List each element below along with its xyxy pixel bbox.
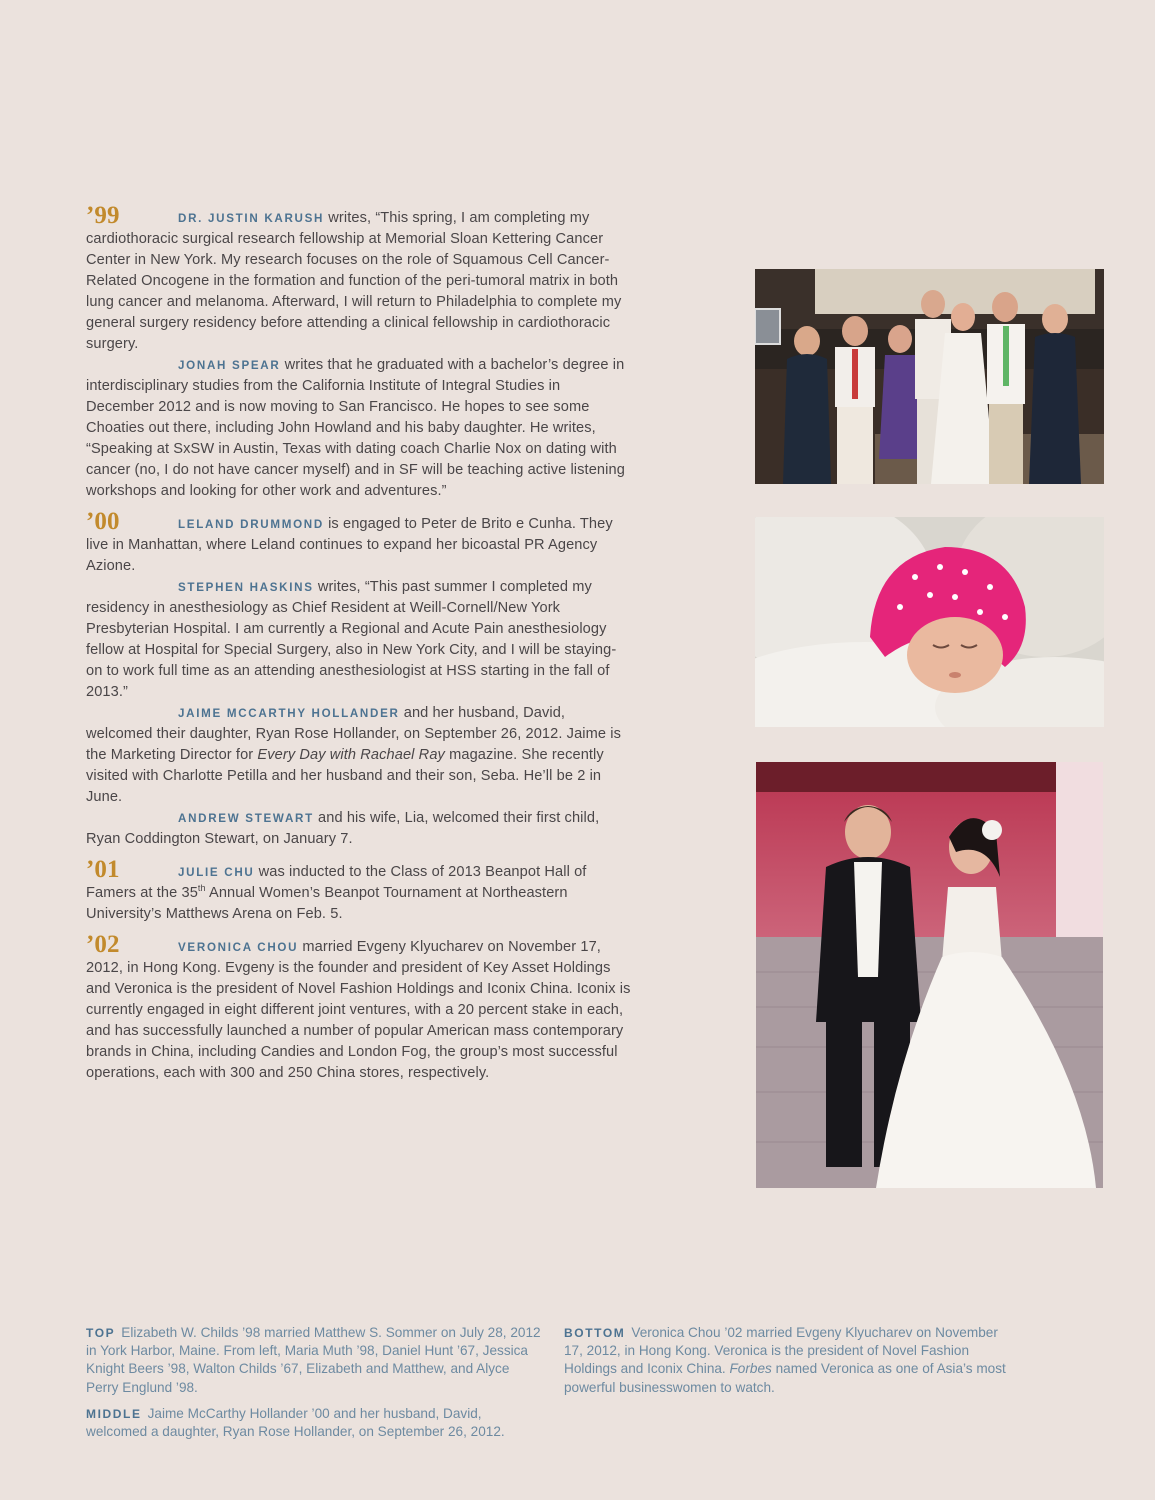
note-text: writes that he graduated with a bachelor’s degree in interdisciplinary studies from the California Institute of Integral Studies in December 2012 and is now moving to San Francisco. He hopes to see some Choaties out there, including John Howland and his baby daughter. He writes, “Speaking at SxSW in Austin, Texas with dating coach Charlie Nox on dating with cancer (no, I do not have cancer myself) and in SF will be teaching active listening workshops and looking for other work and adventures.” <box>86 357 625 499</box>
note-chu <box>86 856 631 925</box>
caption-middle <box>86 1405 541 1441</box>
note-text: Annual Women’s Beanpot Tournament at Northeastern University’s Matthews Arena on Feb. 5. <box>86 885 568 922</box>
note-text: writes, “This past summer I completed my residency in anesthesiology as Chief Resident at Weill-Cornell/New York Presbyterian Hospital. I am currently a Regional and Acute Pain anesthesiology fellow at Hospital for Special Surgery, also in New York City, and I will be staying-on to work full time as an attending anesthesiologist at HSS starting in the fall of 2013.” <box>86 579 617 700</box>
ordinal-suffix: th <box>197 883 206 894</box>
caption-text: Veronica Chou ’02 married Evgeny Klyucharev on November 17, 2012, in Hong Kong. Veronica is the president of Novel Fashion Holdings and Iconix China. <box>564 1325 998 1377</box>
note-spear <box>86 355 631 502</box>
wedding-group-illustration <box>755 269 1104 484</box>
caption-text: Jaime McCarthy Hollander ’00 and her husband, David, welcomed a daughter, Ryan Rose Hollander, on September 26, 2012. <box>86 1405 505 1440</box>
alumni-name: JAIME MCCARTHY HOLLANDER <box>178 707 400 720</box>
note-drummond <box>86 508 631 577</box>
alumni-name: VERONICA CHOU <box>178 941 299 954</box>
caption-bottom <box>564 1324 1014 1397</box>
alumni-name: JULIE CHU <box>178 866 255 879</box>
caption-top <box>86 1324 541 1397</box>
alumni-name: JONAH SPEAR <box>178 359 281 372</box>
baby-face <box>907 617 1003 693</box>
wedding-group-photo <box>755 269 1104 484</box>
note-text: married Evgeny Klyucharev on November 17, 2012, in Hong Kong. Evgeny is the founder and president of Key Asset Holdings and Veronica is the president of Novel Fashion Holdings and Iconix China. Iconix is currently engaged in eight different joint ventures, with a 20 percent stake in each, and has successfully launched a number of popular American mass contemporary brands in China, including Candies and London Fog, the group’s most successful operations, each with 300 and 250 China stores, respectively. <box>86 939 631 1081</box>
class-notes-column <box>86 202 631 1096</box>
caption-label: MIDDLE <box>86 1406 142 1421</box>
year-label-01: ’01 <box>86 856 120 883</box>
publication-title: Forbes <box>729 1361 772 1377</box>
captions-left <box>86 1324 541 1449</box>
year-label-00: ’00 <box>86 508 120 535</box>
caption-label: TOP <box>86 1326 116 1340</box>
magazine-title: Every Day with Rachael Ray <box>257 747 445 763</box>
alumni-name: ANDREW STEWART <box>178 812 314 825</box>
note-text: writes, “This spring, I am completing my cardiothoracic surgical research fellowship at Memorial Sloan Kettering Cancer Center in New York. My research focuses on the role of Squamous Cell Cancer-Related Oncogene in the formation and function of the peri-tumoral matrix in both lung cancer and melanoma. Afterward, I will return to Philadelphia to complete my general surgery residency before attending a clinical fellowship in cardiothoracic surgery. <box>86 210 622 352</box>
note-text: was inducted to the Class of 2013 Beanpot Hall of Famers at the 35 <box>86 864 587 901</box>
note-text: and her husband, David, welcomed their daughter, Ryan Rose Hollander, on September 26, 2012. Jaime is the Marketing Director for <box>86 705 621 763</box>
baby-illustration <box>755 517 1104 727</box>
note-stewart <box>86 808 631 850</box>
note-haskins <box>86 577 631 703</box>
caption-text: Elizabeth W. Childs ’98 married Matthew S. Sommer on July 28, 2012 in York Harbor, Maine. From left, Maria Muth ’98, Daniel Hunt ’67, Jessica Knight Beers ’98, Walton Childs ’67, Elizabeth and Matthew, and Alyce Perry Englund ’98. <box>86 1325 541 1395</box>
class-2000-section <box>86 508 631 850</box>
alumni-name: DR. JUSTIN KARUSH <box>178 212 325 225</box>
alumni-name: LELAND DRUMMOND <box>178 518 324 531</box>
year-label-99: ’99 <box>86 202 120 229</box>
caption-text: named Veronica as one of Asia’s most powerful businesswomen to watch. <box>564 1361 1006 1395</box>
note-karush <box>86 202 631 355</box>
class-2001-section <box>86 856 631 925</box>
class-2002-section <box>86 931 631 1084</box>
wedding-couple-illustration <box>756 762 1103 1188</box>
alumni-name: STEPHEN HASKINS <box>178 581 314 594</box>
note-text: and his wife, Lia, welcomed their first child, Ryan Coddington Stewart, on January 7. <box>86 810 600 847</box>
wedding-couple-photo <box>756 762 1103 1188</box>
year-label-02: ’02 <box>86 931 120 958</box>
baby-photo <box>755 517 1104 727</box>
caption-label: BOTTOM <box>564 1326 626 1340</box>
note-hollander <box>86 703 631 808</box>
note-text: magazine. She recently visited with Charlotte Petilla and her husband and their son, Seba. He’ll be 2 in June. <box>86 747 604 805</box>
note-chou <box>86 931 631 1084</box>
class-1999-section <box>86 202 631 502</box>
captions-right <box>564 1324 1014 1405</box>
note-text: is engaged to Peter de Brito e Cunha. They live in Manhattan, where Leland continues to expand her bicoastal PR Agency Azione. <box>86 516 613 574</box>
